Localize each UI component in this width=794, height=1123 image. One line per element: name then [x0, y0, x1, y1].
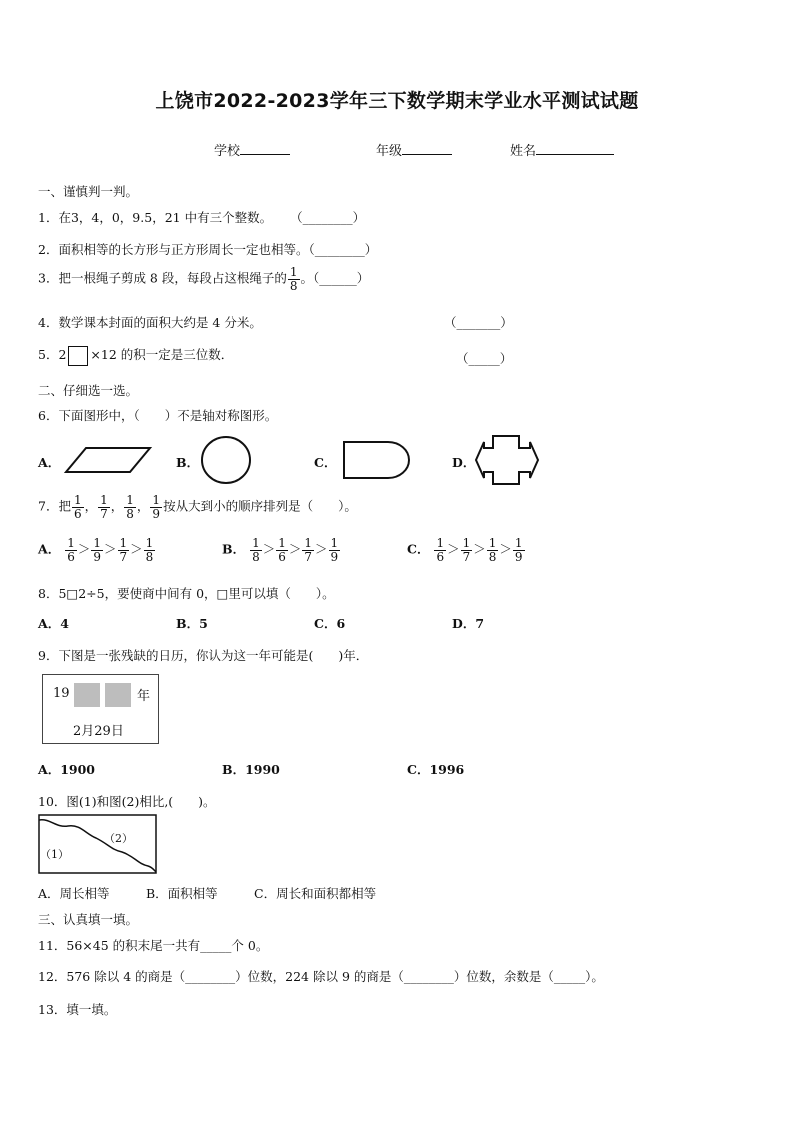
parallelogram-shape: [64, 446, 154, 476]
fraction-numerator: 1: [304, 536, 313, 550]
fraction-numerator: 1: [436, 536, 445, 550]
fraction-denominator: 6: [278, 549, 286, 564]
fraction-numerator: 1: [289, 265, 298, 279]
greater-than: ＞: [103, 541, 117, 557]
question-9: 9．下图是一张残缺的日历，你认为这一年可能是( )年．: [38, 648, 369, 663]
grade-label: 年级: [376, 144, 403, 159]
answer-paren[interactable]: （________）: [290, 210, 366, 225]
figure-label-2: （2）: [104, 832, 133, 845]
calendar-year-label: 年: [137, 689, 151, 704]
fraction-numerator: 1: [462, 536, 471, 550]
greater-than: ＞: [315, 541, 328, 557]
fraction-denominator: 6: [73, 506, 82, 521]
separator: ，: [136, 498, 150, 514]
option-c[interactable]: C．: [314, 455, 337, 470]
name-label: 姓名: [510, 144, 537, 159]
q8-option-a[interactable]: A．4: [38, 616, 69, 631]
greater-than: ＞: [499, 541, 512, 557]
question-7-text: 7．把: [38, 498, 71, 514]
question-6: 6．下面图形中，（ ）不是轴对称图形。: [38, 408, 278, 423]
fraction-numerator: 1: [488, 536, 497, 550]
fraction-denominator: 7: [304, 549, 313, 564]
fraction-numerator: 1: [100, 493, 108, 507]
page-title: 上饶市2022-2023学年三下数学期末学业水平测试试题: [155, 90, 639, 112]
answer-paren[interactable]: （_____）: [456, 351, 513, 366]
fraction-numerator: 1: [278, 536, 286, 550]
fraction-numerator: 1: [126, 493, 134, 507]
fraction-numerator: 1: [145, 536, 154, 550]
section2-heading: 二、仔细选一选。: [38, 383, 139, 398]
fraction: [124, 494, 136, 520]
q10-option-c[interactable]: C．周长和面积都相等: [254, 886, 377, 901]
school-label: 学校: [214, 144, 241, 159]
q9-option-b[interactable]: B．1990: [222, 762, 280, 777]
fraction-numerator: 1: [514, 536, 523, 550]
question-7-text-end: 按从大到小的顺序排列是（ ）。: [163, 498, 357, 514]
answer-paren[interactable]: 。（______）: [300, 270, 370, 286]
answer-paren[interactable]: （_______）: [444, 315, 513, 330]
question-12: 12．576 除以 4 的商是（________）位数，224 除以 9 的商是（________）位数，余数是（_____）。: [38, 969, 604, 984]
fraction-denominator: 6: [436, 549, 445, 564]
fraction: [72, 494, 84, 520]
greater-than: ＞: [77, 541, 91, 557]
greater-than: ＞: [288, 541, 302, 557]
q7-option-a[interactable]: [38, 537, 156, 563]
fraction-denominator: 7: [100, 506, 108, 521]
fraction-numerator: 1: [67, 536, 75, 550]
fraction-numerator: 1: [119, 536, 128, 550]
fraction-denominator: 9: [93, 549, 101, 564]
option-a[interactable]: A．: [38, 455, 61, 470]
fraction: [98, 494, 110, 520]
fraction-denominator: 8: [126, 506, 134, 521]
section3-heading: 三、认真填一填。: [38, 912, 139, 927]
greater-than: ＞: [130, 541, 143, 557]
q9-option-c[interactable]: C．1996: [407, 762, 465, 777]
q7-option-b[interactable]: [222, 537, 341, 563]
fraction-denominator: 8: [289, 278, 298, 293]
fraction-denominator: 8: [252, 549, 260, 564]
fraction-numerator: 1: [330, 536, 339, 550]
q10-option-a[interactable]: A．周长相等: [38, 886, 110, 901]
greater-than: ＞: [447, 541, 460, 557]
fraction-denominator: 9: [152, 506, 161, 521]
option-label: A．: [38, 541, 61, 557]
question-10: 10．图(1)和图(2)相比,( )。: [38, 794, 216, 809]
question-13: 13．填一填。: [38, 1002, 117, 1017]
cross-arrow-shape: [474, 434, 540, 486]
circle-shape: [200, 436, 254, 486]
divided-rectangle-figure: [38, 814, 158, 874]
q8-option-c[interactable]: C．6: [314, 616, 346, 631]
grade-field[interactable]: [376, 140, 452, 159]
separator: ，: [110, 498, 124, 514]
q8-option-b[interactable]: B．5: [176, 616, 208, 631]
q7-option-c[interactable]: [407, 537, 526, 563]
greater-than: ＞: [473, 541, 486, 557]
fraction-denominator: 7: [119, 549, 128, 564]
fraction-denominator: 9: [330, 549, 339, 564]
section1-heading: 一、谨慎判一判。: [38, 184, 139, 199]
fraction-numerator: 1: [73, 493, 82, 507]
grade-blank[interactable]: [402, 141, 452, 155]
q9-option-a[interactable]: A．1900: [38, 762, 95, 777]
fraction: [288, 266, 300, 292]
fraction-numerator: 1: [252, 536, 260, 550]
question-8: 8．5□2÷5，要使商中间有 0，□里可以填（ ）。: [38, 586, 335, 601]
fraction-denominator: 8: [488, 549, 497, 564]
question-7: [38, 494, 357, 520]
name-blank[interactable]: [536, 141, 614, 155]
fraction-denominator: 7: [462, 549, 471, 564]
fraction-denominator: 6: [67, 549, 75, 564]
option-label: C．: [407, 541, 430, 557]
calendar-year-prefix: 19: [53, 686, 70, 701]
fraction-denominator: 8: [145, 549, 154, 564]
torn-digit: [74, 683, 100, 707]
question-5-text: 5．2: [38, 347, 67, 362]
name-field[interactable]: [510, 140, 614, 159]
option-label: B．: [222, 541, 246, 557]
question-5-text-end: ×12 的积一定是三位数．: [90, 347, 234, 362]
fraction: [150, 494, 162, 520]
fraction-numerator: 1: [93, 536, 101, 550]
question-5: [38, 345, 233, 366]
question-1-text: 1．在3，4，0，9.5，21 中有三个整数。: [38, 210, 273, 225]
question-3-text: 3．把一根绳子剪成 8 段，每段占这根绳子的: [38, 270, 287, 286]
fraction-numerator: 1: [152, 493, 161, 507]
separator: ，: [84, 498, 98, 514]
question-2: 2．面积相等的长方形与正方形周长一定也相等。（________）: [38, 242, 378, 257]
question-11: 11．56×45 的积末尾一共有_____个 0。: [38, 938, 269, 953]
blank-box[interactable]: [68, 346, 88, 366]
figure-label-1: （1）: [40, 848, 69, 861]
fraction-denominator: 9: [514, 549, 523, 564]
question-1: [38, 208, 365, 226]
question-3: [38, 266, 369, 292]
calendar-date: 2月29日: [73, 724, 124, 739]
option-d[interactable]: D．: [452, 455, 476, 470]
greater-than: ＞: [262, 541, 276, 557]
question-4: 4．数学课本封面的面积大约是 4 分米。: [38, 315, 262, 330]
q10-option-b[interactable]: B．面积相等: [146, 886, 218, 901]
calendar-figure: [42, 674, 159, 744]
school-field[interactable]: [214, 140, 290, 159]
school-blank[interactable]: [240, 141, 290, 155]
torn-digit: [105, 683, 131, 707]
q8-option-d[interactable]: D．7: [452, 616, 485, 631]
option-b[interactable]: B．: [176, 455, 200, 470]
rounded-rectangle-shape: [342, 441, 412, 481]
